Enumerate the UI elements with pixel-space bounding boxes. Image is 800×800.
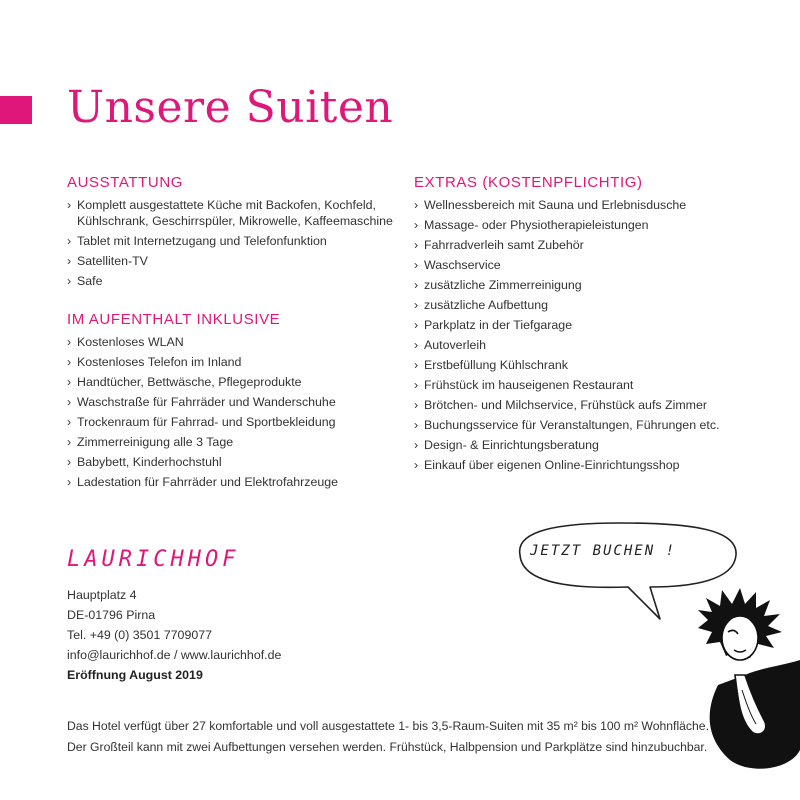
section-heading-inklusive: IM AUFENTHALT INKLUSIVE	[67, 311, 281, 328]
list-item: › Massage- oder Physiotherapieleistungen	[414, 217, 774, 233]
ausstattung-list	[67, 197, 407, 289]
list-item: › Autoverleih	[414, 337, 774, 353]
list-item: › Satelliten-TV	[67, 253, 407, 269]
footer-line-2: Der Großteil kann mit zwei Aufbettungen versehen werden. Frühstück, Halbpension und Parkplätze sind hinzubuchbar.	[67, 740, 708, 754]
phone-number: Tel. +49 (0) 3501 7709077	[67, 628, 213, 642]
section-inklusive	[67, 311, 407, 490]
list-item: › Design- & Einrichtungsberatung	[414, 437, 774, 453]
address-city: DE-01796 Pirna	[67, 608, 156, 622]
section-ausstattung	[67, 174, 407, 289]
list-item: › Frühstück im hauseigenen Restaurant	[414, 377, 774, 393]
list-item: › Fahrradverleih samt Zubehör	[414, 237, 774, 253]
footer-text	[67, 716, 767, 758]
list-item: › Waschservice	[414, 257, 774, 273]
footer-line-1: Das Hotel verfügt über 27 komfortable und voll ausgestattete 1- bis 3,5-Raum-Suiten mit 35 m² bis 100 m² Wohnfläche.	[67, 719, 709, 733]
list-item: › Einkauf über eigenen Online-Einrichtungsshop	[414, 457, 774, 473]
list-item: › Komplett ausgestattete Küche mit Backofen, Kochfeld, Kühlschrank, Geschirrspüler, Mikrowelle, Kaffeemaschine	[67, 197, 407, 229]
page-title: Unsere Suiten	[67, 82, 394, 133]
list-item: › Wellnessbereich mit Sauna und Erlebnisdusche	[414, 197, 774, 213]
list-item: › Brötchen- und Milchservice, Frühstück aufs Zimmer	[414, 397, 774, 413]
section-heading-extras: EXTRAS (KOSTENPFLICHTIG)	[414, 174, 643, 191]
right-column	[414, 174, 774, 477]
section-heading-ausstattung: AUSSTATTUNG	[67, 174, 184, 191]
address-street: Hauptplatz 4	[67, 588, 137, 602]
list-item: › Trockenraum für Fahrrad- und Sportbekleidung	[67, 414, 407, 430]
section-extras	[414, 174, 774, 473]
list-item: › Safe	[67, 273, 407, 289]
list-item: › Waschstraße für Fahrräder und Wanderschuhe	[67, 394, 407, 410]
list-item: › Zimmerreinigung alle 3 Tage	[67, 434, 407, 450]
extras-list	[414, 197, 774, 473]
list-item: › Buchungsservice für Veranstaltungen, Führungen etc.	[414, 417, 774, 433]
address-block	[67, 585, 281, 665]
left-column	[67, 174, 407, 494]
list-item: › Ladestation für Fahrräder und Elektrofahrzeuge	[67, 474, 407, 490]
bubble-text: JETZT BUCHEN !	[530, 543, 677, 559]
accent-square	[0, 96, 32, 124]
list-item: › Kostenloses Telefon im Inland	[67, 354, 407, 370]
list-item: › zusätzliche Zimmerreinigung	[414, 277, 774, 293]
list-item: › zusätzliche Aufbettung	[414, 297, 774, 313]
list-item: › Parkplatz in der Tiefgarage	[414, 317, 774, 333]
inklusive-list	[67, 334, 407, 490]
list-item: › Handtücher, Bettwäsche, Pflegeprodukte	[67, 374, 407, 390]
list-item: › Babybett, Kinderhochstuhl	[67, 454, 407, 470]
list-item: › Erstbefüllung Kühlschrank	[414, 357, 774, 373]
list-item: › Kostenloses WLAN	[67, 334, 407, 350]
opening-date: Eröffnung August 2019	[67, 668, 203, 682]
list-item: › Tablet mit Internetzugang und Telefonfunktion	[67, 233, 407, 249]
laurichhof-logo: LAURICHHOF	[67, 547, 240, 572]
email-web: info@laurichhof.de / www.laurichhof.de	[67, 648, 282, 662]
